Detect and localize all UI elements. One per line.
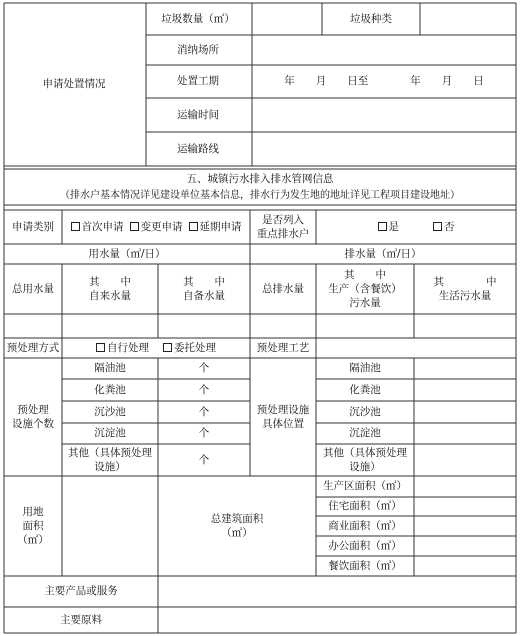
main-materials-label: 主要原料 xyxy=(60,613,102,626)
tap-water-field[interactable] xyxy=(62,314,158,338)
production-area-label: 生产区面积（㎡） xyxy=(323,480,407,493)
disposal-site-field[interactable] xyxy=(252,35,516,65)
production-sewage-field[interactable] xyxy=(316,314,414,338)
commercial-area-label: 商业面积（㎡） xyxy=(328,519,402,532)
location-facility-septic: 化粪池 xyxy=(349,383,381,396)
change-application-label: 变更申请 xyxy=(140,220,183,233)
count-facility-septic: 化粪池 xyxy=(94,383,126,396)
transport-route-field[interactable] xyxy=(252,132,516,166)
location-facility-grit: 沉沙池 xyxy=(349,405,381,418)
waste-type-label: 垃圾种类 xyxy=(350,12,392,25)
application-category-options xyxy=(62,210,250,244)
count-unit-other[interactable]: 个 xyxy=(198,453,210,466)
residential-area-field[interactable] xyxy=(414,497,516,516)
production-area-field[interactable] xyxy=(414,476,516,497)
first-application-checkbox[interactable] xyxy=(71,220,124,234)
location-field-oil[interactable] xyxy=(414,358,516,379)
section5-title: 五、城镇污水排入排水管网信息 xyxy=(186,173,334,186)
main-products-label: 主要产品或服务 xyxy=(44,585,118,598)
total-water-use-field[interactable] xyxy=(4,314,62,338)
checkbox-icon xyxy=(163,343,172,352)
office-area-field[interactable] xyxy=(414,536,516,556)
building-area-label: 总建筑面积 （㎡） xyxy=(210,512,264,539)
water-use-header: 用水量（㎥/日） xyxy=(88,247,166,260)
domestic-sewage-field[interactable] xyxy=(414,314,516,338)
land-area-field[interactable] xyxy=(62,476,158,576)
pretreatment-method-label: 预处理方式 xyxy=(6,341,60,354)
disposal-period-label: 处置工期 xyxy=(177,75,219,88)
first-application-label: 首次申请 xyxy=(81,220,124,233)
key-no-label: 否 xyxy=(444,220,455,233)
transport-time-label: 运输时间 xyxy=(177,108,219,121)
pretreatment-process-label: 预处理工艺 xyxy=(256,341,310,354)
commercial-area-field[interactable] xyxy=(414,516,516,536)
office-area-label: 办公面积（㎡） xyxy=(328,539,402,552)
extension-application-checkbox[interactable] xyxy=(189,220,242,234)
total-discharge-label: 总排水量 xyxy=(262,282,304,295)
extension-application-label: 延期申请 xyxy=(199,220,242,233)
count-unit-grit[interactable]: 个 xyxy=(198,405,210,418)
section5-note: （排水户基本情况详见建设单位基本信息，排水行为发生地的地址详见工程项目建设地址） xyxy=(60,190,460,202)
application-category-label: 申请类别 xyxy=(12,220,54,233)
production-sewage-label: 其 中 生产（含餐饮） 污水量 xyxy=(328,268,402,310)
location-field-other[interactable] xyxy=(414,444,516,476)
location-facility-sedimentation: 沉淀池 xyxy=(349,427,381,440)
entrusted-treatment-checkbox[interactable] xyxy=(163,341,216,355)
waste-type-field[interactable] xyxy=(420,3,516,35)
disposal-period-field[interactable]: 年 月 日至 年 月 日 xyxy=(284,75,484,88)
checkbox-icon xyxy=(189,222,198,231)
location-field-septic[interactable] xyxy=(414,379,516,401)
waste-amount-field[interactable] xyxy=(252,3,320,35)
checkbox-icon xyxy=(433,222,442,231)
catering-area-label: 餐饮面积（㎡） xyxy=(328,559,402,572)
change-application-checkbox[interactable] xyxy=(130,220,183,234)
location-facility-oil: 隔油池 xyxy=(349,362,381,375)
total-discharge-field[interactable] xyxy=(250,314,316,338)
count-unit-sedimentation[interactable]: 个 xyxy=(198,427,210,440)
main-materials-field[interactable] xyxy=(158,607,516,633)
checkbox-icon xyxy=(96,343,105,352)
self-water-field[interactable] xyxy=(158,314,250,338)
transport-route-label: 运输路线 xyxy=(177,142,219,155)
domestic-sewage-label: 其 中 生活污水量 xyxy=(433,275,497,302)
checkbox-icon xyxy=(378,222,387,231)
residential-area-label: 住宅面积（㎡） xyxy=(328,500,402,513)
count-facility-sedimentation: 沉淀池 xyxy=(94,427,126,440)
tap-water-label: 其 中 自来水量 xyxy=(89,275,131,302)
key-yes-checkbox[interactable] xyxy=(378,220,400,234)
self-treatment-checkbox[interactable] xyxy=(96,341,149,355)
catering-area-field[interactable] xyxy=(414,556,516,576)
key-no-checkbox[interactable] xyxy=(433,220,455,234)
count-facility-oil: 隔油池 xyxy=(94,362,126,375)
self-treatment-label: 自行处理 xyxy=(107,341,149,354)
total-water-use-label: 总用水量 xyxy=(12,282,54,295)
transport-time-field[interactable] xyxy=(252,98,516,132)
key-discharger-options xyxy=(316,210,516,244)
pretreatment-method-options xyxy=(62,338,250,358)
location-field-sedimentation[interactable] xyxy=(414,423,516,444)
self-water-label: 其 中 自备水量 xyxy=(183,275,225,302)
entrusted-treatment-label: 委托处理 xyxy=(174,341,216,354)
pretreatment-process-field[interactable] xyxy=(316,338,516,358)
count-facility-other: 其他（具体预处理 设施） xyxy=(68,446,152,473)
waste-amount-label: 垃圾数量（㎡） xyxy=(161,12,235,25)
count-facility-grit: 沉沙池 xyxy=(94,405,126,418)
facility-count-label: 预处理 设施个数 xyxy=(12,403,54,430)
count-unit-oil[interactable]: 个 xyxy=(198,362,210,375)
disposal-site-label: 消纳场所 xyxy=(177,43,219,56)
water-discharge-header: 排水量（㎥/日） xyxy=(344,247,422,260)
disposal-section-label: 申请处置情况 xyxy=(42,78,106,91)
count-unit-septic[interactable]: 个 xyxy=(198,383,210,396)
checkbox-icon xyxy=(130,222,139,231)
facility-location-label: 预处理设施 具体位置 xyxy=(256,403,310,430)
land-area-label: 用地 面积 （㎡） xyxy=(17,505,49,547)
key-discharger-label: 是否列入 重点排水户 xyxy=(256,213,310,240)
location-facility-other: 其他（具体预处理 设施） xyxy=(323,446,407,473)
checkbox-icon xyxy=(71,222,80,231)
main-products-field[interactable] xyxy=(158,576,516,607)
key-yes-label: 是 xyxy=(388,220,399,233)
location-field-grit[interactable] xyxy=(414,401,516,423)
